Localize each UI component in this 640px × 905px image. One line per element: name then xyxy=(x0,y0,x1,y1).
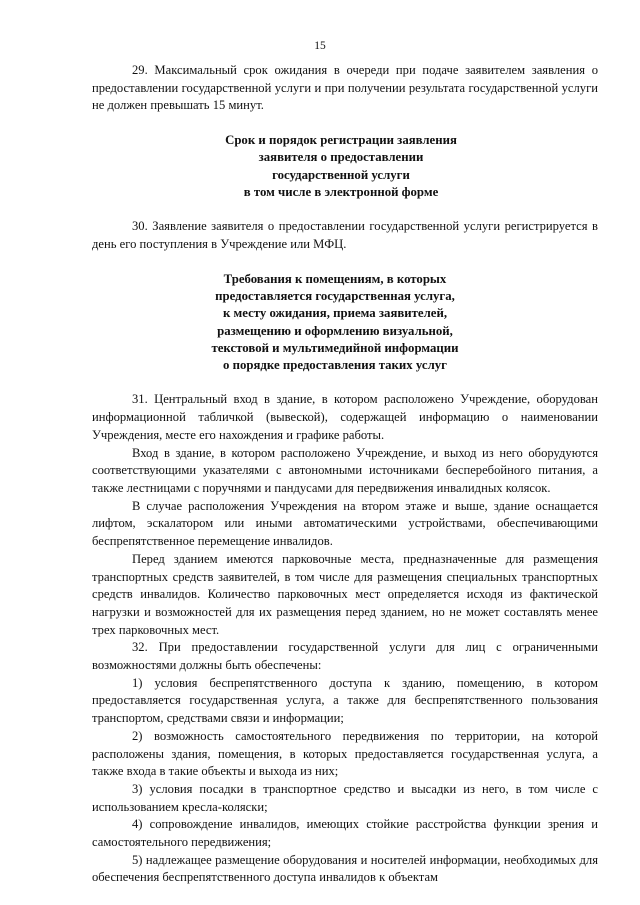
list-item-32-3: 3) условия посадки в транспортное средство и высадки из него, в том числе с использованием кресла-коляски; xyxy=(92,781,598,814)
list-item-32-1: 1) условия беспрепятственного доступа к зданию, помещению, в котором предоставляется государственная услуга, а также для беспрепятственного пользования транспортом, средствами связи и информации; xyxy=(92,675,598,726)
document-body xyxy=(92,62,598,887)
heading-line: заявителя о предоставлении xyxy=(258,150,424,165)
heading-line: текстовой и мультимедийной информации xyxy=(211,340,459,355)
page-number: 15 xyxy=(314,40,326,52)
list-item-32-5: 5) надлежащее размещение оборудования и носителей информации, необходимых для обеспечения беспрепятственного доступа инвалидов к объектам xyxy=(92,852,598,885)
heading-line: в том числе в электронной форме xyxy=(243,185,439,199)
heading-line: Срок и порядок регистрации заявления xyxy=(225,133,457,148)
paragraph-31-entry-exit: Вход в здание, в котором расположено Учреждение, и выход из него оборудуются соответствующими указателями с автономными источниками бесперебойного питания, а также лестницами с поручнями и пандусами для передвижения инвалидных колясок. xyxy=(92,445,598,495)
section-heading-registration xyxy=(92,132,598,201)
heading-line: о порядке предоставления таких услуг xyxy=(223,358,447,373)
heading-line: размещению и оформлению визуальной, xyxy=(217,323,453,338)
section-heading-premises xyxy=(92,271,598,375)
heading-line: предоставляется государственная услуга, xyxy=(215,289,455,303)
paragraph-32: 32. При предоставлении государственной услуги для лиц с ограниченными возможностями должны быть обеспечены: xyxy=(92,640,598,673)
heading-line: Требования к помещениям, в которых xyxy=(223,271,447,286)
paragraph-31-parking: Перед зданием имеются парковочные места, предназначенные для размещения транспортных средств заявителей, в том числе для размещения специальных транспортных средств инвалидов. Количество парковочных мест определяется исходя из фактической нагрузки и возможностей для их размещения перед зданием, но не может составлять менее трех парковочных мест. xyxy=(92,551,598,637)
paragraph-29: 29. Максимальный срок ожидания в очереди при подаче заявителем заявления о предоставлении государственной услуги и при получении результата государственной услуги не должен превышать 15 минут. xyxy=(92,63,598,113)
heading-line: к месту ожидания, приема заявителей, xyxy=(222,306,448,321)
heading-line: государственной услуги xyxy=(272,167,410,182)
paragraph-31-entrance: 31. Центральный вход в здание, в котором расположено Учреждение, оборудован информационной табличкой (вывеской), содержащей информацию о наименовании Учреждения, месте его нахождения и графике работы. xyxy=(92,392,598,442)
paragraph-31-elevator: В случае расположения Учреждения на втором этаже и выше, здание оснащается лифтом, эскалатором или иными автоматическими устройствами, обеспечивающими беспрепятственное перемещение инвалидов. xyxy=(92,498,598,549)
list-item-32-4: 4) сопровождение инвалидов, имеющих стойкие расстройства функции зрения и самостоятельного передвижения; xyxy=(92,817,598,850)
paragraph-30: 30. Заявление заявителя о предоставлении государственной услуги регистрируется в день его поступления в Учреждение или МФЦ. xyxy=(92,219,598,251)
list-item-32-2: 2) возможность самостоятельного передвижения по территории, на которой расположены здания, помещения, в которых предоставляется государственная услуга, а также входа в такие объекты и выхода из них; xyxy=(92,728,598,779)
